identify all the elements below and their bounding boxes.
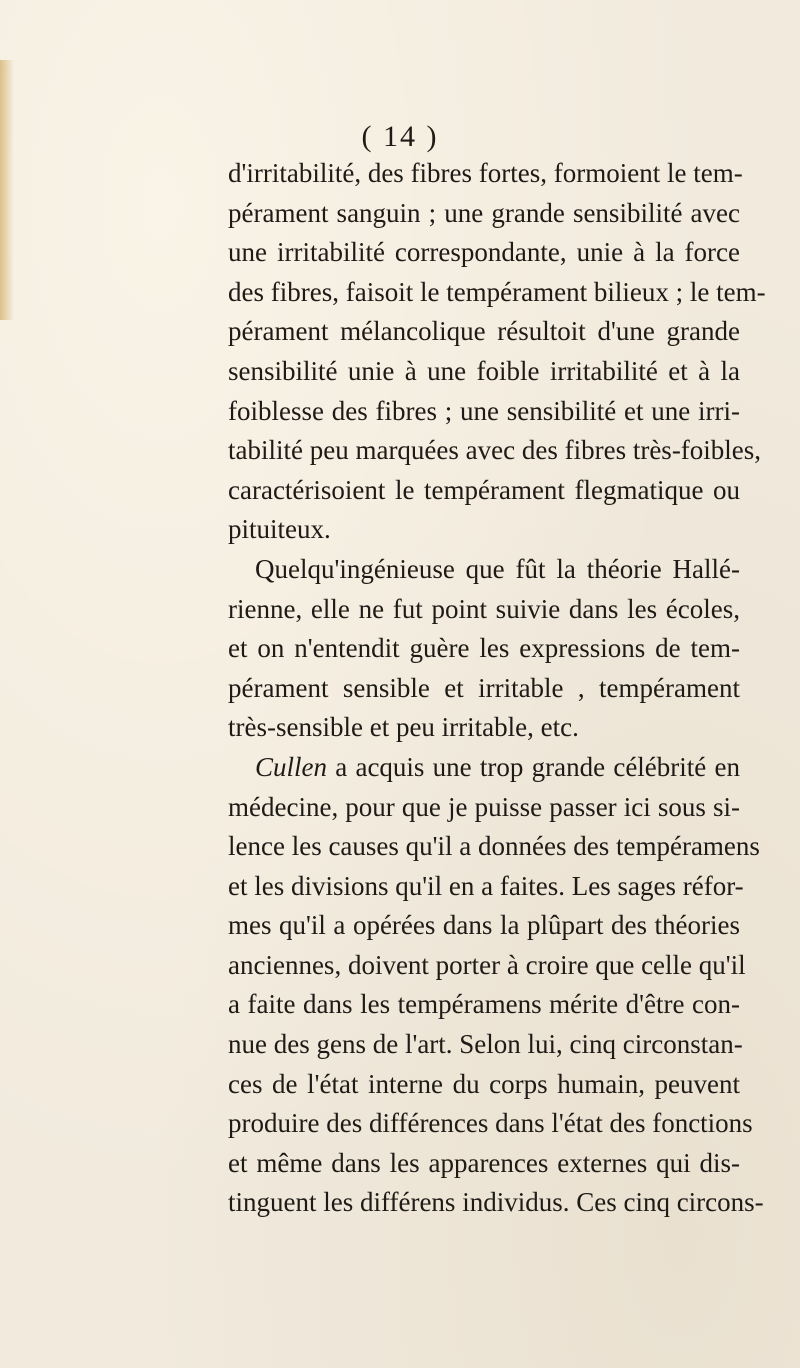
text-line: foiblesse des fibres ; une sensibilité et une irri- [228, 395, 740, 426]
text-line: sensibilité unie à une foible irritabilité et à la [228, 355, 740, 386]
text-line: anciennes, doivent porter à croire que celle qu'il [228, 949, 746, 980]
text-line: ces de l'état interne du corps humain, peuvent [228, 1068, 740, 1099]
text-line: mes qu'il a opérées dans la plûpart des théories [228, 910, 740, 941]
paragraph-3 [228, 748, 764, 1223]
text-fragment: a acquis une trop grande célébrité en [327, 751, 740, 782]
text-line [228, 748, 740, 788]
text-line: pérament sanguin ; une grande sensibilité avec [228, 197, 740, 228]
text-line: d'irritabilité, des fibres fortes, formoient le tem- [228, 158, 743, 188]
text-line: médecine, pour que je puisse passer ici sous si- [228, 791, 740, 822]
text-line: caractérisoient le tempérament flegmatique ou [228, 474, 740, 505]
author-name: Cullen [255, 751, 327, 782]
text-line: tinguent les différens individus. Ces cinq circons- [228, 1187, 764, 1218]
text-line: nue des gens de l'art. Selon lui, cinq circonstan- [228, 1029, 743, 1060]
text-line: rienne, elle ne fut point suivie dans les écoles, [228, 593, 740, 624]
text-line: lence les causes qu'il a données des tempéramens [228, 831, 760, 862]
body-text [228, 154, 766, 1223]
page-number: ( 14 ) [361, 120, 439, 153]
paragraph-1 [228, 154, 766, 550]
text-line: et on n'entendit guère les expressions de tem- [228, 633, 740, 664]
text-line: très-sensible et peu irritable, etc. [228, 712, 579, 743]
text-line: produire des différences dans l'état des fonctions [228, 1108, 753, 1139]
text-line: pituiteux. [228, 514, 331, 545]
text-line: tabilité peu marquées avec des fibres très-foibles, [228, 435, 762, 466]
text-line: et même dans les apparences externes qui dis- [228, 1147, 740, 1178]
text-line: et les divisions qu'il en a faites. Les sages réfor- [228, 870, 744, 901]
page-edge-stain [0, 60, 14, 320]
text-line: pérament mélancolique résultoit d'une grande [228, 316, 740, 347]
text-line: a faite dans les tempéramens mérite d'être con- [228, 989, 740, 1020]
text-line: des fibres, faisoit le tempérament bilieux ; le tem- [228, 276, 766, 307]
text-line: Quelqu'ingénieuse que fût la théorie Hallé- [255, 553, 740, 584]
paragraph-2 [228, 550, 740, 748]
text-line: une irritabilité correspondante, unie à la force [228, 237, 740, 268]
text-line: pérament sensible et irritable , tempérament [228, 672, 740, 703]
